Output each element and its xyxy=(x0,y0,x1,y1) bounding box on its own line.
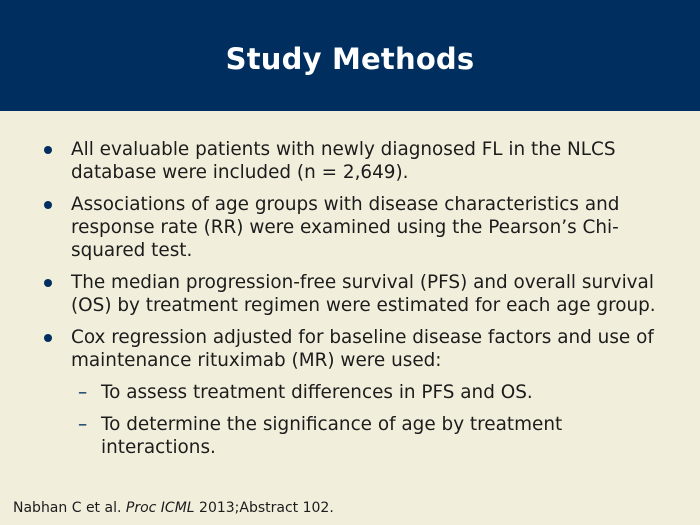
bullet-item xyxy=(44,326,674,372)
bullet-item xyxy=(44,271,674,317)
sub-bullet-text: To assess treatment differences in PFS and OS. xyxy=(101,382,533,403)
bullet-dot-icon xyxy=(44,279,52,287)
citation-journal: Proc ICML xyxy=(125,500,195,516)
bullet-text: Associations of age groups with disease characteristics and response rate (RR) were examined using the Pearson’s Chi-squared test. xyxy=(71,194,620,261)
bullet-item xyxy=(44,138,674,184)
bullet-list xyxy=(44,138,674,468)
sub-bullet-item xyxy=(44,381,674,404)
bullet-text: Cox regression adjusted for baseline disease factors and use of maintenance rituximab (MR) were used: xyxy=(71,327,654,371)
dash-icon: – xyxy=(78,414,88,435)
sub-bullet-item xyxy=(44,413,674,459)
dash-icon: – xyxy=(78,382,88,403)
bullet-text: All evaluable patients with newly diagnosed FL in the NLCS database were included (n = 2,649). xyxy=(71,139,616,183)
sub-bullet-text: To determine the significance of age by treatment interactions. xyxy=(101,414,563,458)
bullet-text: The median progression-free survival (PFS) and overall survival (OS) by treatment regimen were estimated for each age group. xyxy=(71,272,656,316)
citation-authors: Nabhan C et al. xyxy=(13,500,122,516)
bullet-dot-icon xyxy=(44,201,52,209)
slide-header xyxy=(0,0,700,111)
bullet-item xyxy=(44,193,674,262)
citation-details: 2013;Abstract 102. xyxy=(199,500,334,516)
citation xyxy=(13,500,334,516)
bullet-dot-icon xyxy=(44,146,52,154)
slide-title: Study Methods xyxy=(225,41,475,76)
bullet-dot-icon xyxy=(44,334,52,342)
